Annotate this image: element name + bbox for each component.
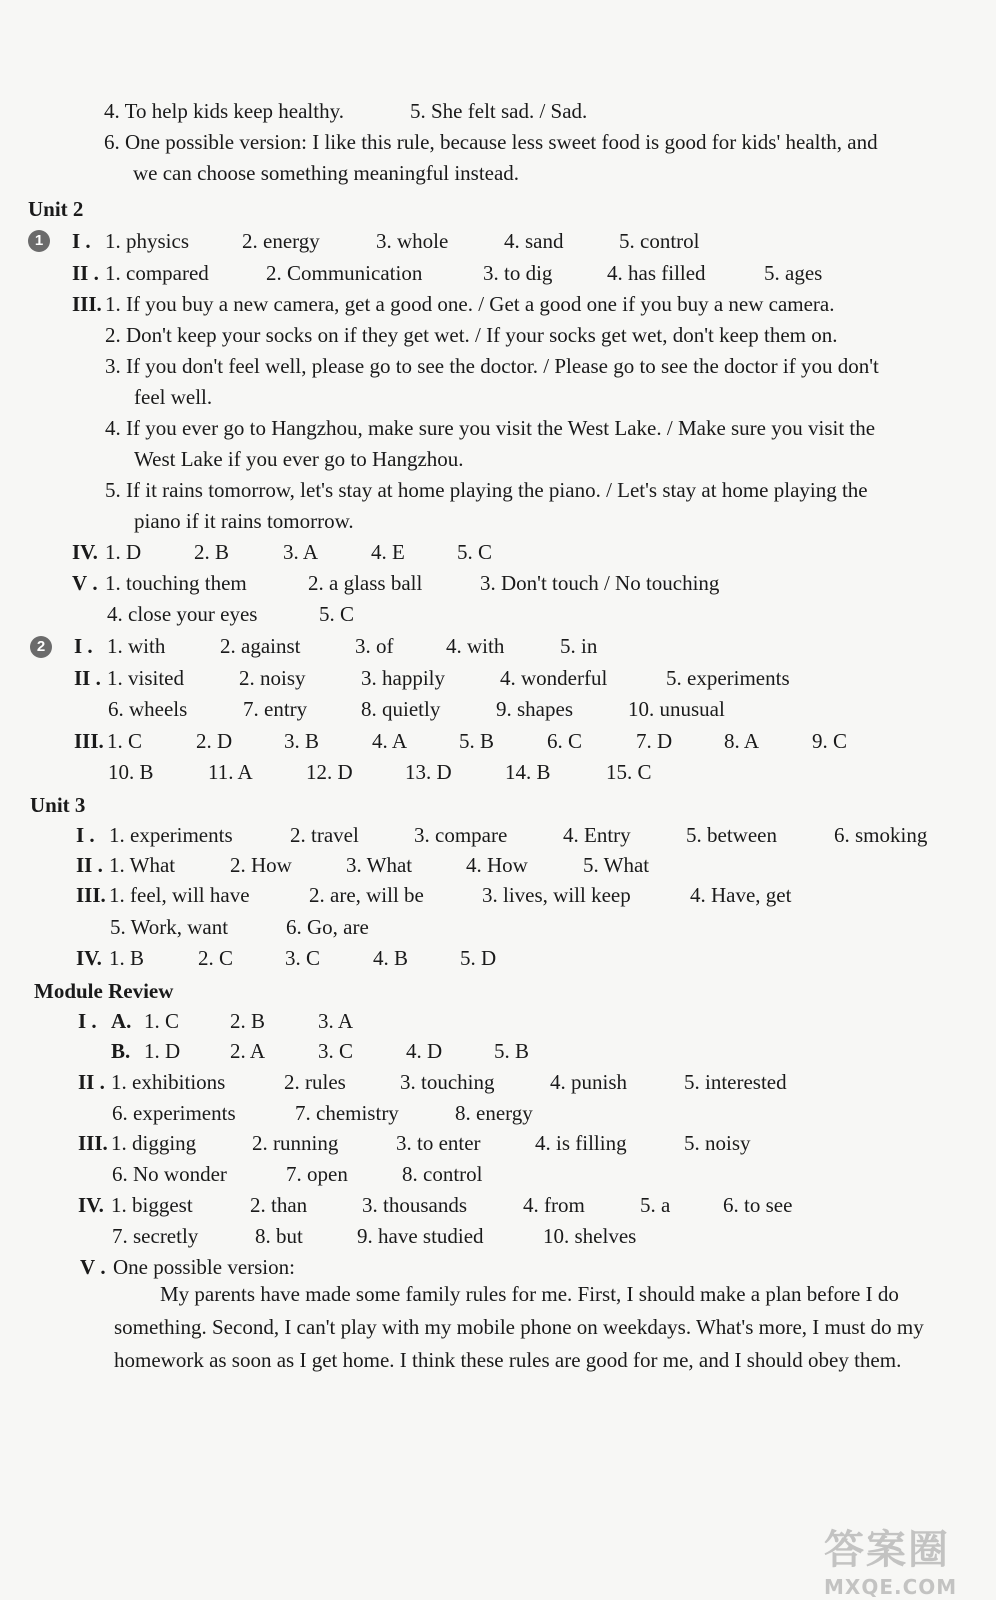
answer-item: 3. lives, will keep: [482, 883, 631, 907]
answer-text: One possible version:: [113, 1255, 295, 1279]
answer-item: 1. C: [144, 1009, 180, 1033]
answer-item: 4. Entry: [563, 823, 631, 847]
answer-item: 1. physics: [105, 229, 189, 253]
answer-item: 4. E: [371, 540, 405, 564]
answer-item: 13. D: [405, 760, 452, 784]
roman-label: I .: [78, 1009, 97, 1033]
roman-label: V .: [80, 1255, 106, 1279]
answer-item: 3. What: [346, 853, 413, 877]
answer-item: 4. A: [372, 729, 408, 753]
answer-item: 3. A: [318, 1009, 354, 1033]
answer-item: 4. sand: [504, 229, 564, 253]
answer-item: 1. digging: [111, 1131, 197, 1155]
answer-item: 2. Communication: [266, 261, 423, 285]
module-review-heading: Module Review: [34, 979, 174, 1003]
answer-item: 9. shapes: [496, 697, 573, 721]
answer-item: 3. B: [284, 729, 320, 753]
answer-text: 2. Don't keep your socks on if they get wet. / If your socks get wet, don't keep them on.: [105, 323, 838, 347]
answer-item: 2. noisy: [239, 666, 306, 690]
answer-item: 4. punish: [550, 1070, 628, 1094]
answer-item: 5. control: [619, 229, 700, 253]
roman-label: III.: [76, 883, 106, 907]
watermark-text: 答案圈: [824, 1527, 950, 1573]
answer-item: 15. C: [606, 760, 652, 784]
answer-item: 7. secretly: [112, 1224, 199, 1248]
answer-item: 8. A: [724, 729, 760, 753]
roman-label: IV.: [76, 946, 102, 970]
answer-item: 4. Have, get: [690, 883, 792, 907]
essay-paragraph: My parents have made some family rules for me. First, I should make a plan before I do something. Second, I can't play with my mobile phone on weekdays. What's more, I must do my homework as soon as I get home. I think these rules are good for me, and I should obey them.: [114, 1282, 924, 1372]
answer-item: 3. to enter: [396, 1131, 481, 1155]
answer-item: 10. shelves: [543, 1224, 637, 1248]
answer-text: West Lake if you ever go to Hangzhou.: [134, 447, 464, 471]
answer-item: 1. touching them: [105, 571, 247, 595]
answer-item: 7. entry: [243, 697, 308, 721]
answer-item: 7. open: [286, 1162, 348, 1186]
answer-item: 2. travel: [290, 823, 359, 847]
answer-item: 3. A: [283, 540, 319, 564]
answer-item: 5. C: [457, 540, 493, 564]
answer-item: 5. ages: [764, 261, 823, 285]
answer-item: 6. smoking: [834, 823, 928, 847]
answer-text: piano if it rains tomorrow.: [134, 509, 354, 533]
answer-item: 1. with: [107, 634, 166, 658]
sub-label: B.: [111, 1039, 131, 1063]
answer-item: 4. with: [446, 634, 505, 658]
answer-item: 5. noisy: [684, 1131, 751, 1155]
answer-item: 3. happily: [361, 666, 445, 690]
answer-item: 6. wheels: [108, 697, 188, 721]
answer-item: 3. to dig: [483, 261, 553, 285]
answer-item: 8. quietly: [361, 697, 441, 721]
answer-item: 5. C: [319, 602, 355, 626]
answer-text: 5. If it rains tomorrow, let's stay at home playing the piano. / Let's stay at home playing the: [105, 478, 868, 502]
roman-label: IV.: [78, 1193, 104, 1217]
answer-item: 5. D: [460, 946, 497, 970]
sub-label: A.: [111, 1009, 132, 1033]
answer-item: 2. energy: [242, 229, 320, 253]
answer-item: 6. to see: [723, 1193, 793, 1217]
answer-item: 2. than: [250, 1193, 308, 1217]
roman-label: I .: [74, 634, 93, 658]
answer-item: 1. biggest: [111, 1193, 193, 1217]
answer-item: 3. thousands: [362, 1193, 467, 1217]
answer-item: 4. close your eyes: [107, 602, 258, 626]
answer-item: 10. unusual: [628, 697, 725, 721]
answer-item: 2. running: [252, 1131, 339, 1155]
answer-item: 8. energy: [455, 1101, 533, 1125]
answer-item: 3. Don't touch / No touching: [480, 571, 720, 595]
roman-label: II .: [78, 1070, 105, 1094]
answer-item: 5. Work, want: [110, 915, 229, 939]
answer-item: 9. C: [812, 729, 848, 753]
watermark-url: MXQE.COM: [824, 1575, 958, 1599]
answer-item: 1. compared: [105, 261, 209, 285]
roman-label: III.: [72, 292, 102, 316]
answer-text: 4. If you ever go to Hangzhou, make sure you visit the West Lake. / Make sure you visit the: [105, 416, 876, 440]
answer-item: 6. Go, are: [286, 915, 369, 939]
answer-item: 5. in: [560, 634, 598, 658]
answer-item: 4. B: [373, 946, 409, 970]
answer-item: 3. of: [355, 634, 394, 658]
answer-item: 5. a: [640, 1193, 671, 1217]
answer-item: 4. D: [406, 1039, 443, 1063]
answer-item: 11. A: [208, 760, 253, 784]
answer-item: 2. B: [230, 1009, 266, 1033]
answer-item: 4. How: [466, 853, 528, 877]
answer-item: 1. C: [107, 729, 143, 753]
answer-item: 1. What: [109, 853, 176, 877]
answer-item: 2. A: [230, 1039, 266, 1063]
answer-item: 3. whole: [376, 229, 449, 253]
answer-item: 2. against: [220, 634, 301, 658]
answer-item: 3. C: [285, 946, 321, 970]
answer-item: 2. C: [198, 946, 234, 970]
answer-item: 3. touching: [400, 1070, 495, 1094]
answer-item: 6. experiments: [112, 1101, 236, 1125]
answer-item: 6. No wonder: [112, 1162, 227, 1186]
answer-item: 3. C: [318, 1039, 354, 1063]
answer-item: 2. rules: [284, 1070, 346, 1094]
answer-item: 6. C: [547, 729, 583, 753]
answer-item: 5. between: [686, 823, 777, 847]
answer-item: 2. B: [194, 540, 230, 564]
roman-label: IV.: [72, 540, 98, 564]
answer-item: 2. How: [230, 853, 292, 877]
answer-item: 12. D: [306, 760, 353, 784]
answer-item: 3. compare: [414, 823, 508, 847]
answer-item: 7. chemistry: [295, 1101, 399, 1125]
answer-item: 4. has filled: [607, 261, 706, 285]
answer-item: 1. exhibitions: [111, 1070, 226, 1094]
answer-item: 2. are, will be: [309, 883, 424, 907]
answer-item: 1. experiments: [109, 823, 233, 847]
unit-heading: Unit 3: [30, 793, 86, 817]
answer-item: 8. but: [255, 1224, 303, 1248]
answer-item: 1. feel, will have: [109, 883, 250, 907]
roman-label: III.: [78, 1131, 108, 1155]
answer-text: we can choose something meaningful instead.: [133, 161, 520, 185]
answer-item: 4. is filling: [535, 1131, 627, 1155]
answer-item: 5. What: [583, 853, 650, 877]
unit-heading: Unit 2: [28, 197, 84, 221]
roman-label: I .: [76, 823, 95, 847]
answer-item: 1. B: [109, 946, 145, 970]
answer-item: 14. B: [505, 760, 551, 784]
answer-item: 7. D: [636, 729, 673, 753]
roman-label: II .: [74, 666, 101, 690]
answer-item: 2. D: [196, 729, 233, 753]
answer-text: 3. If you don't feel well, please go to see the doctor. / Please go to see the doctor if you don't: [105, 354, 879, 378]
answer-item: 1. D: [105, 540, 142, 564]
answer-item: 8. control: [402, 1162, 483, 1186]
roman-label: III.: [74, 729, 104, 753]
answer-text: 1. If you buy a new camera, get a good one. / Get a good one if you buy a new camera.: [105, 292, 835, 316]
answer-item: 4. from: [523, 1193, 585, 1217]
watermark-logo: [824, 1518, 974, 1599]
answer-text: 6. One possible version: I like this rule, because less sweet food is good for kids' health, and: [104, 130, 878, 154]
answer-item: 1. D: [144, 1039, 181, 1063]
section-badge-2: 2: [30, 636, 52, 658]
answer-item: 5. experiments: [666, 666, 790, 690]
roman-label: II .: [76, 853, 103, 877]
answer-text: 5. She felt sad. / Sad.: [410, 99, 588, 123]
roman-label: I .: [72, 229, 91, 253]
answer-item: 9. have studied: [357, 1224, 484, 1248]
answer-item: 5. B: [459, 729, 495, 753]
answer-item: 5. interested: [684, 1070, 787, 1094]
answer-text: feel well.: [134, 385, 213, 409]
roman-label: II .: [72, 261, 99, 285]
section-badge-1: 1: [28, 230, 50, 252]
roman-label: V .: [72, 571, 98, 595]
answer-item: 10. B: [108, 760, 154, 784]
answer-text: 4. To help kids keep healthy.: [104, 99, 344, 123]
answer-item: 1. visited: [107, 666, 184, 690]
answer-item: 4. wonderful: [500, 666, 608, 690]
answer-item: 5. B: [494, 1039, 530, 1063]
answer-item: 2. a glass ball: [308, 571, 423, 595]
